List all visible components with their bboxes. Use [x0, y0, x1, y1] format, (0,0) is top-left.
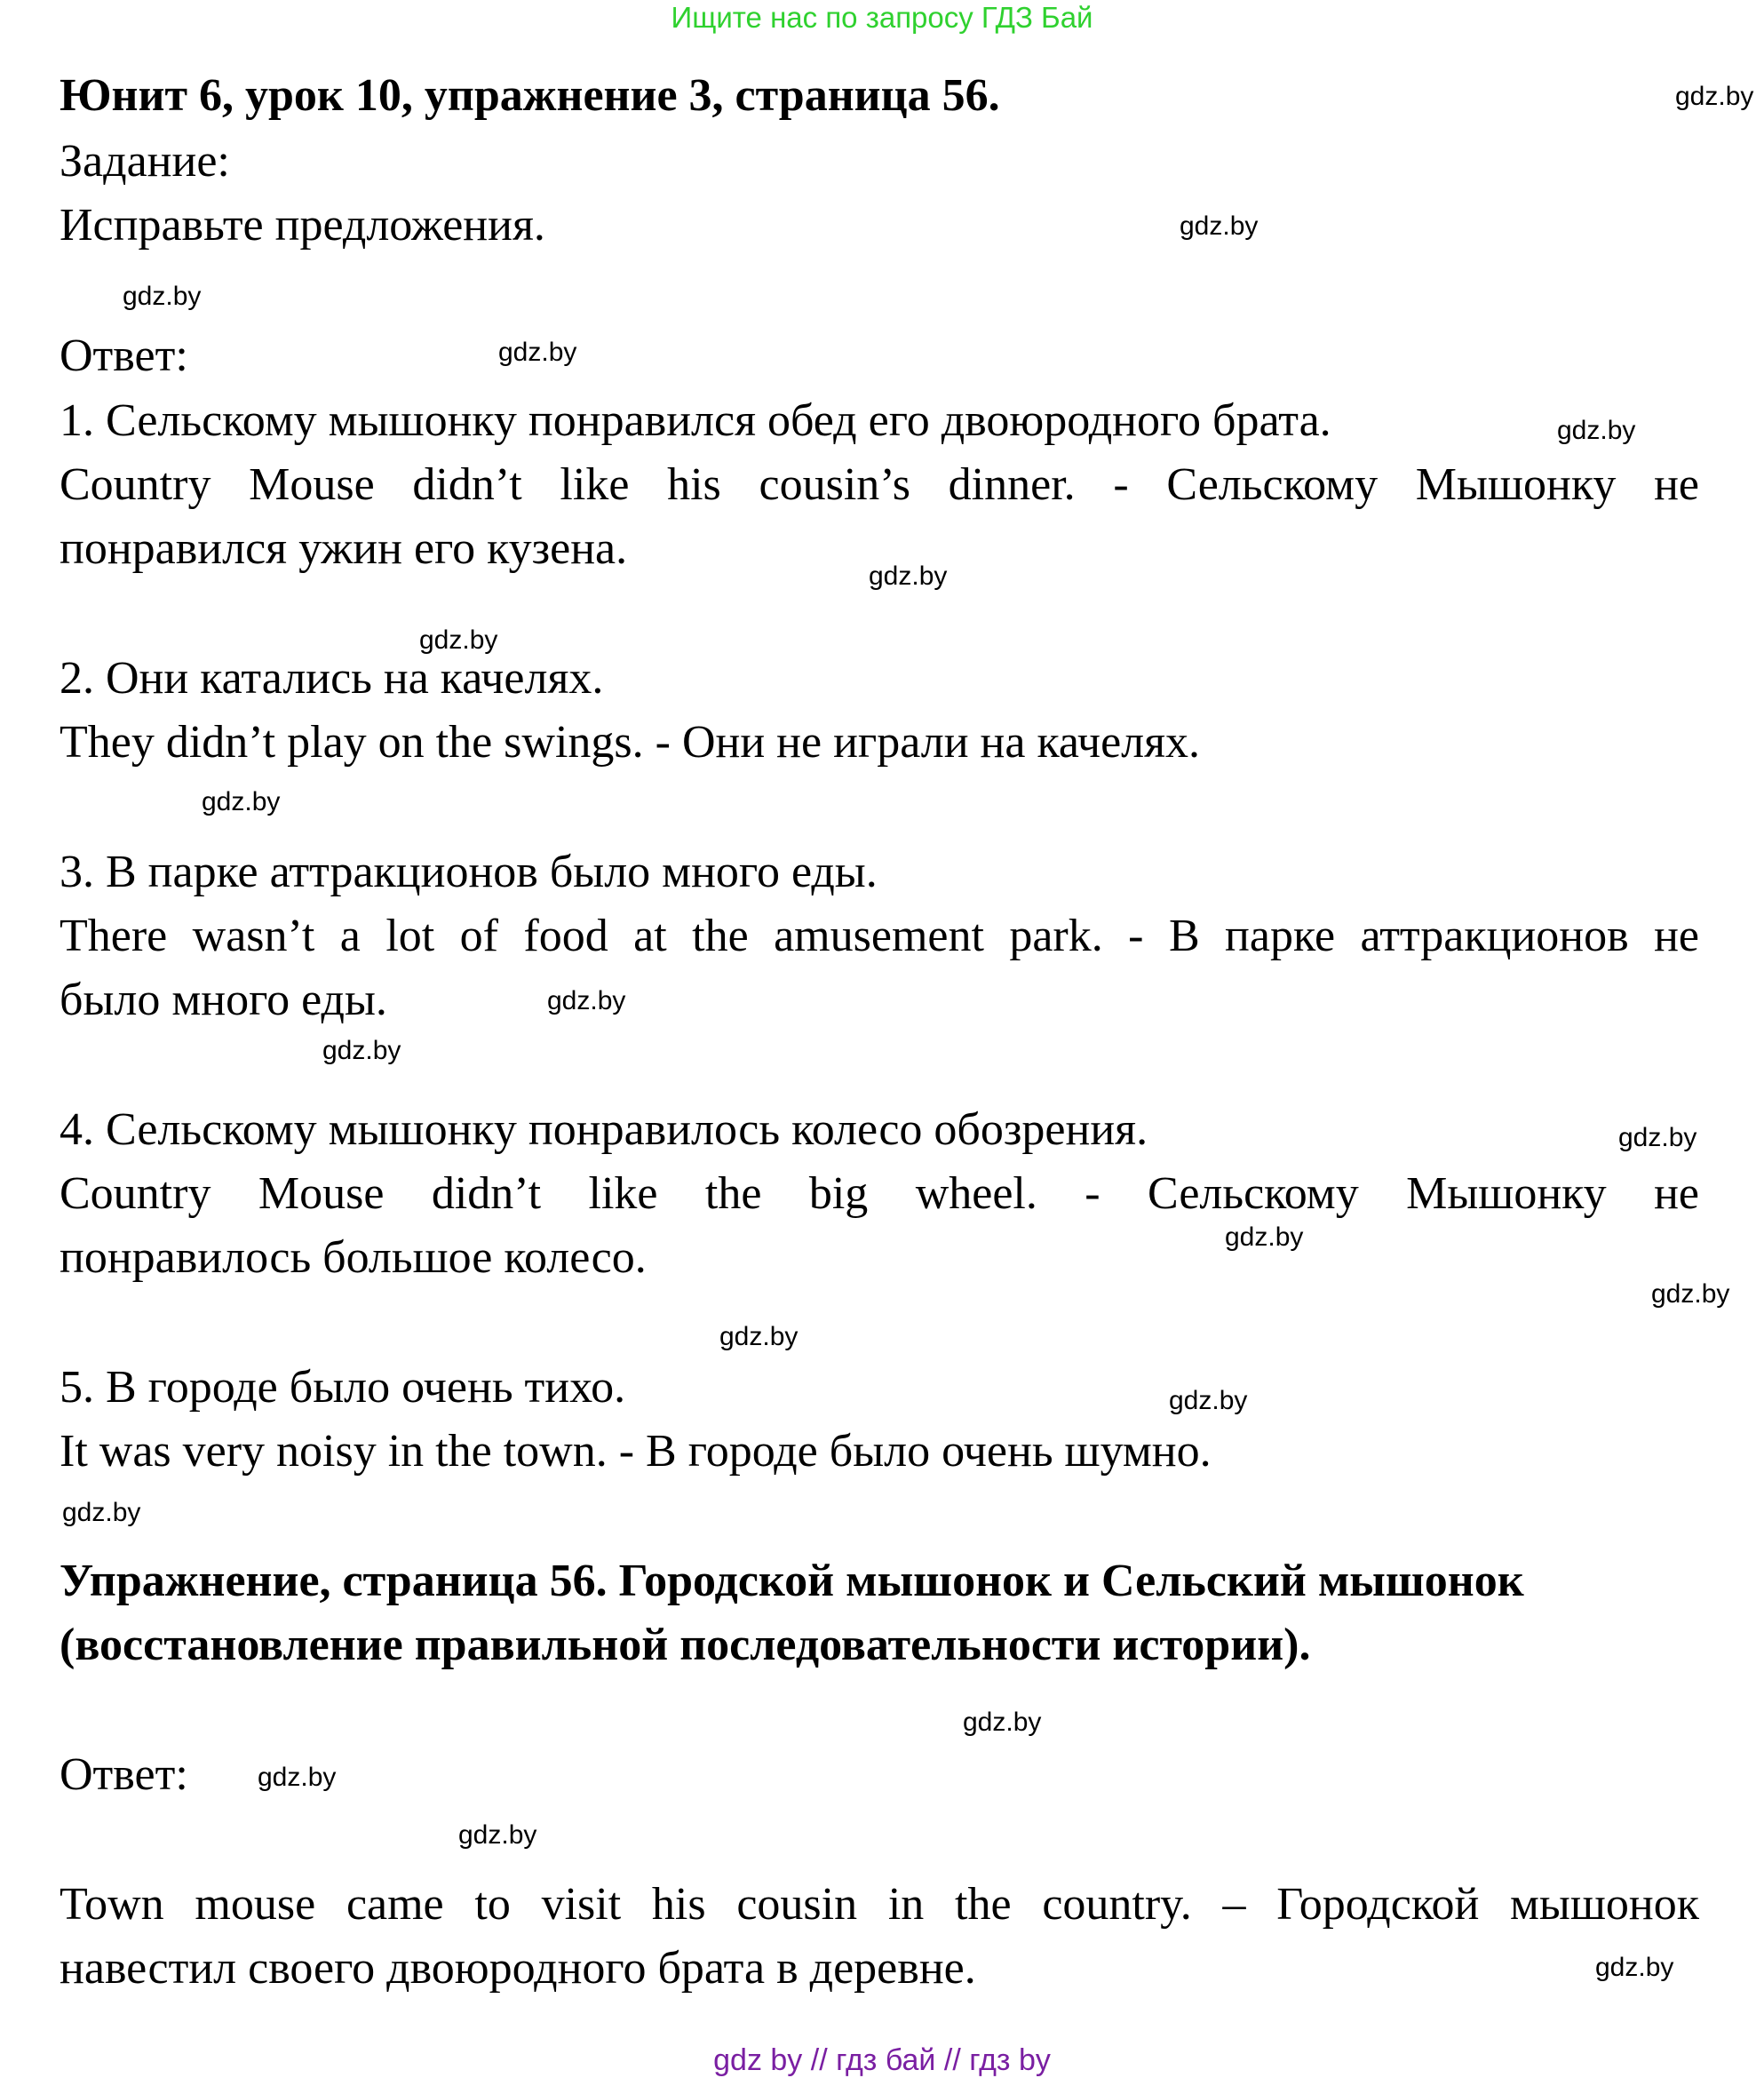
watermark: gdz.by: [322, 1036, 401, 1065]
watermark: gdz.by: [1675, 82, 1754, 111]
story-line2: навестил своего двоюродного брата в деревне.: [60, 1943, 976, 1994]
watermark: gdz.by: [258, 1763, 337, 1792]
watermark: gdz.by: [1651, 1279, 1730, 1309]
footer-links[interactable]: gdz by // гдз бай // гдз by: [713, 2043, 1051, 2077]
watermark: gdz.by: [458, 1820, 537, 1850]
watermark: gdz.by: [963, 1708, 1042, 1737]
section2-title-line1: Упражнение, страница 56. Городской мышонок и Сельский мышонок: [60, 1556, 1524, 1606]
section2-title-line2: (восстановление правильной последовательности истории).: [60, 1620, 1311, 1670]
watermark: gdz.by: [1169, 1386, 1248, 1415]
item-2-question: 2. Они катались на качелях.: [60, 653, 604, 704]
item-2-answer-line1: They didn’t play on the swings. - Они не играли на качелях.: [60, 717, 1201, 768]
watermark: gdz.by: [1595, 1953, 1674, 1982]
item-4-answer-line2: понравилось большое колесо.: [60, 1232, 647, 1283]
item-5-answer-line1: It was very noisy in the town. - В городе было очень шумно.: [60, 1426, 1212, 1477]
watermark: gdz.by: [123, 282, 202, 311]
watermark: gdz.by: [869, 561, 948, 591]
watermark: gdz.by: [498, 338, 577, 367]
item-1-answer-line2: понравился ужин его кузена.: [60, 523, 628, 574]
answer2-label: Ответ:: [60, 1749, 188, 1800]
item-3-answer-line2: было много еды.: [60, 975, 387, 1025]
watermark: gdz.by: [419, 625, 498, 655]
watermark: gdz.by: [202, 787, 281, 816]
watermark: gdz.by: [1618, 1123, 1697, 1152]
answer-label: Ответ:: [60, 330, 188, 381]
item-3-answer-line1: There wasn’t a lot of food at the amusement park. - В парке аттракционов не: [60, 911, 1699, 961]
watermark: gdz.by: [1180, 211, 1259, 241]
watermark: gdz.by: [1557, 416, 1636, 445]
item-3-question: 3. В парке аттракционов было много еды.: [60, 847, 878, 897]
item-5-question: 5. В городе было очень тихо.: [60, 1362, 626, 1413]
task-label: Задание:: [60, 136, 230, 187]
story-line1: Town mouse came to visit his cousin in the country. – Городской мышонок: [60, 1879, 1699, 1930]
watermark: gdz.by: [547, 986, 626, 1015]
watermark: gdz.by: [719, 1322, 799, 1351]
item-4-question: 4. Сельскому мышонку понравилось колесо обозрения.: [60, 1104, 1148, 1155]
task-text: Исправьте предложения.: [60, 200, 545, 251]
page-title: Юнит 6, урок 10, упражнение 3, страница 56.: [60, 70, 1000, 121]
item-4-answer-line1: Country Mouse didn’t like the big wheel. - Сельскому Мышонку не: [60, 1168, 1699, 1219]
top-banner[interactable]: Ищите нас по запросу ГДЗ Бай: [671, 1, 1093, 34]
watermark: gdz.by: [62, 1498, 141, 1527]
watermark: gdz.by: [1225, 1222, 1304, 1252]
item-1-answer-line1: Country Mouse didn’t like his cousin’s dinner. - Сельскому Мышонку не: [60, 459, 1699, 510]
item-1-question: 1. Сельскому мышонку понравился обед его двоюродного брата.: [60, 395, 1331, 446]
